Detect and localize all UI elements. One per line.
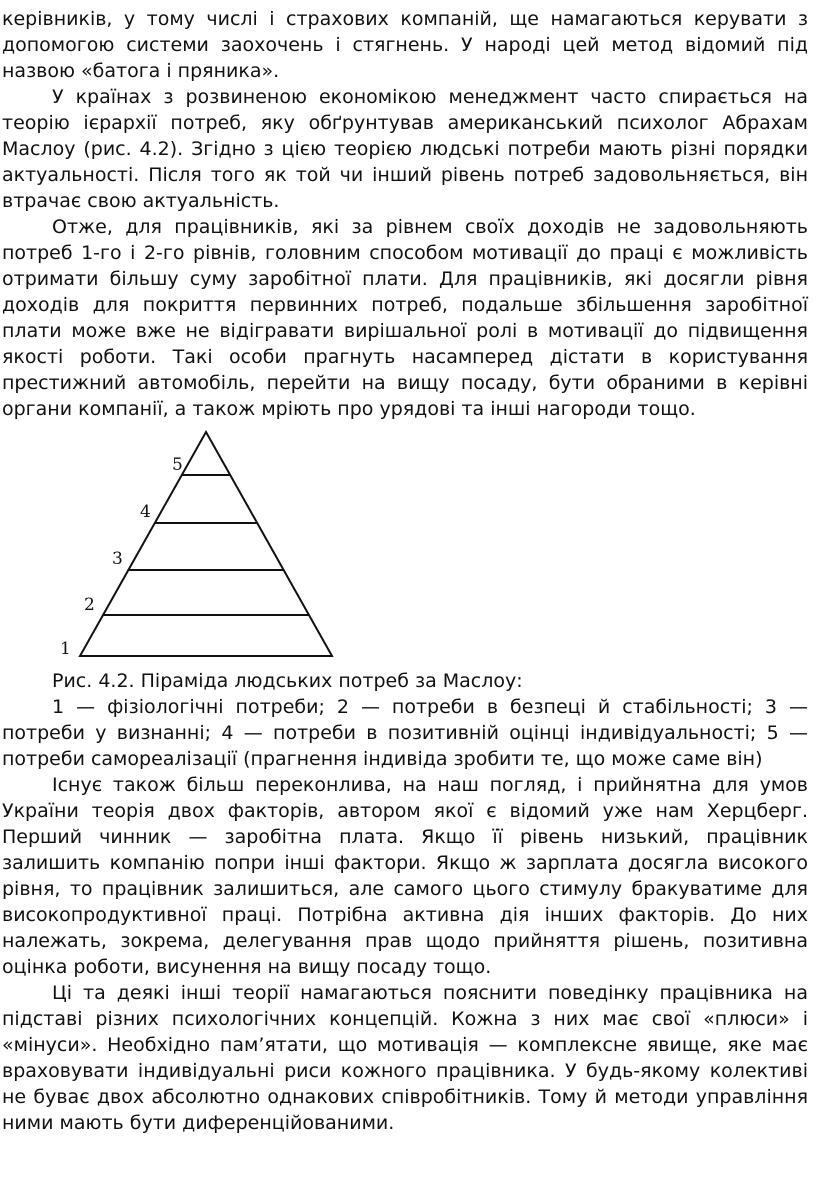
pyramid-level-2-label: 2 [84, 595, 95, 615]
pyramid-outline [80, 432, 332, 656]
paragraph-5: Ці та деякі інші теорії намагаються пояснити поведінку працівника на підставі різних психологічних концепцій. Кожна з них має свої «плюси» і «мінуси». Необхідно пам’ятати, що мотивація — комплексне явище, яке має враховувати індивідуальні риси кожного працівника. У будь-якому колективі не буває двох абсолютно однакових співробітників. Тому й методи управління ними мають бути диференційованими. [2, 982, 808, 1134]
pyramid-level-5-label: 5 [172, 455, 183, 475]
figure-caption-legend: 1 — фізіологічні потреби; 2 — потреби в безпеці й стабільності; 3 — потреби у визнанні; 4 — потреби в позитивній оцінці індивідуальності; 5 — потреби самореалізації (прагнення індивіда зробити те, що може саме він) [2, 696, 808, 770]
maslow-pyramid-diagram [0, 424, 816, 662]
figure-caption-title: Рис. 4.2. Піраміда людських потреб за Маслоу: [52, 670, 523, 692]
pyramid-level-4-label: 4 [140, 502, 151, 522]
paragraph-2: У країнах з розвиненою економікою менеджмент часто спирається на теорію ієрархії потреб, яку обґрунтував американський психолог Абрахам Маслоу (рис. 4.2). Згідно з цією теорією людські потреби мають різні порядки актуальності. Після того як той чи інший рівень потреб задовольняється, він втрачає свою актуальність. [2, 86, 808, 212]
paragraph-4: Існує також більш переконлива, на наш погляд, і прийнятна для умов України теорія двох факторів, автором якої є відомий уже нам Херцберг. Перший чинник — заробітна плата. Якщо її рівень низький, працівник залишить компанію попри інші фактори. Якщо ж зарплата досягла високого рівня, то працівник залишиться, але самого цього стимулу бракуватиме для високопродуктивної праці. Потрібна активна дія інших факторів. До них належать, зокрема, делегування прав щодо прийняття рішень, позитивна оцінка роботи, висунення на вищу посаду тощо. [2, 774, 808, 978]
pyramid-level-3-label: 3 [112, 549, 123, 569]
maslow-pyramid-figure [0, 424, 816, 662]
paragraph-3: Отже, для працівників, які за рівнем своїх доходів не задовольняють потреб 1-го і 2-го рівнів, головним способом мотивації до праці є можливість отримати більшу суму заробітної плати. Для працівників, які досягли рівня доходів для покриття первинних потреб, подальше збільшення заробітної плати може вже не відігравати вирішальної ролі в мотивації до підвищення якості роботи. Такі особи прагнуть насамперед дістати в користування престижний автомобіль, перейти на вищу посаду, бути обраними в керівні органи компанії, а також мріють про урядові та інші нагороди тощо. [2, 216, 808, 420]
paragraph-1: керівників, у тому числі і страхових компаній, ще намагаються керувати з допомогою системи заохочень і стягнень. У народі цей метод відомий під назвою «батога і пряника». [2, 8, 808, 82]
pyramid-level-1-label: 1 [60, 639, 71, 659]
